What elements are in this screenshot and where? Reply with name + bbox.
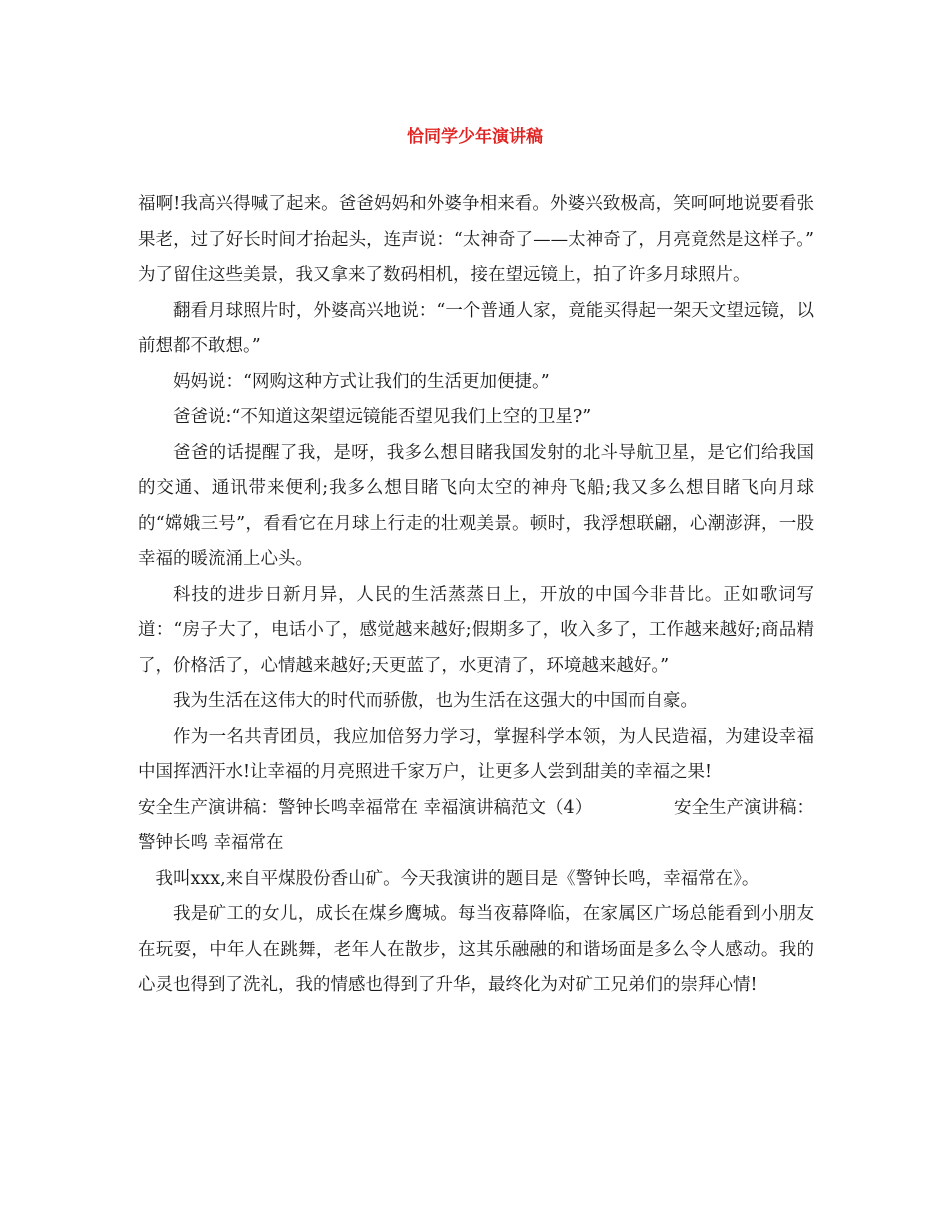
section-heading-line2: 警钟长鸣 幸福常在 <box>138 833 284 853</box>
paragraph: 爸爸说:“不知道这架望远镜能否望见我们上空的卫星?” <box>173 407 592 427</box>
paragraph: 我为生活在这伟大的时代而骄傲，也为生活在这强大的中国而自豪。 <box>173 691 698 711</box>
section-heading <box>138 791 814 827</box>
paragraph: 爸爸的话提醒了我，是呀，我多么想目睹我国发射的北斗导航卫星，是它们给我国的交通、通讯带来便利;我多么想目睹飞向太空的神舟飞船;我又多么想目睹飞向月球的“嫦娥三号”，看看它在月球上行走的壮观美景。顿时，我浮想联翩，心潮澎湃，一股幸福的暖流涌上心头。 <box>138 442 814 569</box>
paragraph: 福啊!我高兴得喊了起来。爸爸妈妈和外婆争相来看。外婆兴致极高，笑呵呵地说要看张果老，过了好长时间才抬起头，连声说：“太神奇了——太神奇了，月亮竟然是这样子。” 为了留住这些美景，我又拿来了数码相机，接在望远镜上，拍了许多月球照片。 <box>138 194 832 285</box>
paragraph: 妈妈说：“网购这种方式让我们的生活更加便捷。” <box>173 371 550 392</box>
section-heading-right: 安全生产演讲稿： <box>674 797 814 818</box>
document-body <box>138 187 832 1004</box>
paragraph: 我是矿工的女儿，成长在煤乡鹰城。每当夜幕降临，在家属区广场总能看到小朋友在玩耍，中年人在跳舞，老年人在散步，这其乐融融的和谐场面是多么令人感动。我的心灵也得到了洗礼，我的情感也得到了升华，最终化为对矿工兄弟们的崇拜心情! <box>138 904 814 995</box>
document-title: 恰同学少年演讲稿 <box>407 127 543 147</box>
paragraph: 作为一名共青团员，我应加倍努力学习，掌握科学本领，为人民造福，为建设幸福中国挥洒汗水!让幸福的月亮照进千家万户，让更多人尝到甜美的幸福之果! <box>138 726 814 782</box>
paragraph: 科技的进步日新月异，人民的生活蒸蒸日上，开放的中国今非昔比。正如歌词写道：“房子大了，电话小了，感觉越来越好;假期多了，收入多了，工作越来越好;商品精了，价格活了，心情越来越好;天更蓝了，水更清了，环境越来越好。” <box>138 584 814 676</box>
section-heading-left: 安全生产演讲稿：警钟长鸣幸福常在 幸福演讲稿范文（4） <box>138 797 593 818</box>
paragraph: 我叫xxx,来自平煤股份香山矿。今天我演讲的题目是《警钟长鸣，幸福常在》。 <box>155 868 760 889</box>
paragraph: 翻看月球照片时，外婆高兴地说：“一个普通人家，竟能买得起一架天文望远镜，以前想都不敢想。” <box>138 300 814 356</box>
